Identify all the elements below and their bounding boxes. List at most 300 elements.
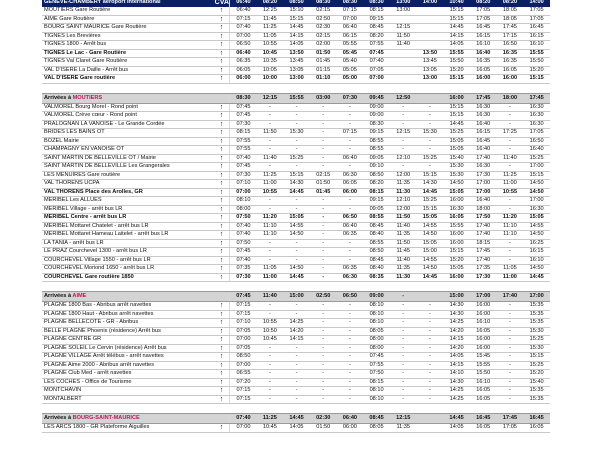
time-cell: - — [497, 197, 524, 206]
time-cell: 15:50 — [523, 58, 550, 67]
time-cell: 13:05 — [283, 66, 310, 75]
time-cell: - — [337, 256, 364, 265]
direction-arrow: ↑ — [214, 120, 230, 129]
direction-arrow: ↑ — [214, 75, 230, 84]
table-row — [42, 120, 550, 129]
table-row — [42, 319, 550, 328]
direction-arrow: ↑ — [214, 344, 230, 353]
time-cell: 12:10 — [390, 154, 417, 163]
time-cell: 11:20 — [257, 214, 284, 223]
time-cell: 08:10 — [230, 197, 257, 206]
time-cell: 17:05 — [523, 15, 550, 24]
time-cell: - — [283, 146, 310, 155]
time-cell — [417, 32, 444, 41]
stop-name: PLAGNE SOLEIL Le Cervin (résidence) Arrêt bus — [42, 344, 214, 353]
time-cell: 10:45 — [257, 49, 284, 58]
time-cell: 16:05 — [523, 424, 550, 433]
time-cell: 15:20 — [443, 66, 470, 75]
stop-name: TIGNES 1800 - Arrêt bus — [42, 41, 214, 50]
time-cell: - — [417, 163, 444, 172]
direction-arrow: ↑ — [214, 49, 230, 58]
table-row — [42, 58, 550, 67]
time-cell: 08:50 — [230, 353, 257, 362]
time-cell: 07:40 — [230, 256, 257, 265]
section-gap — [42, 404, 550, 414]
time-cell: 07:00 — [363, 75, 390, 84]
time-cell: - — [257, 387, 284, 396]
time-cell: 05:00 — [337, 75, 364, 84]
time-cell: - — [497, 319, 524, 328]
time-cell: - — [337, 120, 364, 129]
time-cell: 11:40 — [497, 154, 524, 163]
time-cell: 14:25 — [283, 319, 310, 328]
time-cell: 10:50 — [257, 327, 284, 336]
time-cell: 15:00 — [417, 248, 444, 257]
time-cell: 06:35 — [230, 58, 257, 67]
stop-name: MERIBEL Les ALLUES — [42, 197, 214, 206]
table-row — [42, 378, 550, 387]
time-cell: 16:40 — [470, 49, 497, 58]
time-cell: 15:20 — [523, 370, 550, 379]
time-cell: - — [337, 112, 364, 121]
time-cell: 07:00 — [230, 361, 257, 370]
time-cell: - — [497, 344, 524, 353]
time-cell: - — [310, 327, 337, 336]
time-cell: 11:35 — [390, 180, 417, 189]
time-cell: - — [283, 120, 310, 129]
time-cell: 11:25 — [497, 171, 524, 180]
time-cell: 17:45 — [470, 93, 497, 103]
time-cell: 08:15 — [363, 7, 390, 15]
time-cell: - — [390, 370, 417, 379]
time-cell — [417, 15, 444, 24]
time-cell: - — [417, 395, 444, 404]
time-cell: - — [337, 353, 364, 362]
time-cell: - — [257, 302, 284, 311]
table-row — [42, 205, 550, 214]
time-cell: - — [257, 103, 284, 112]
time-cell: 14:50 — [283, 231, 310, 240]
time-cell: 17:00 — [523, 197, 550, 206]
time-cell: 09:00 — [363, 292, 390, 302]
table-row — [42, 353, 550, 362]
time-cell: 17:00 — [470, 292, 497, 302]
time-cell: 10:45 — [257, 424, 284, 433]
time-cell: 10:35 — [257, 58, 284, 67]
time-cell: 15:30 — [283, 129, 310, 138]
table-row — [42, 387, 550, 396]
time-cell: 16:00 — [470, 310, 497, 319]
stop-name: MERIBEL Village - arrêt bus LR — [42, 205, 214, 214]
time-cell: 06:35 — [337, 231, 364, 240]
time-cell: 14:45 — [283, 414, 310, 424]
time-cell: 15:15 — [443, 75, 470, 84]
time-cell: 15:25 — [417, 197, 444, 206]
time-cell: - — [283, 163, 310, 172]
table-row — [42, 129, 550, 138]
time-cell: - — [337, 395, 364, 404]
stop-name: VAL THORENS UCPA — [42, 180, 214, 189]
stop-name: VAL D'ISERE Gare routière — [42, 75, 214, 84]
section-destination: MOUTIERS — [72, 94, 103, 101]
time-cell: 06:40 — [230, 7, 257, 15]
time-cell: 07:55 — [230, 146, 257, 155]
time-cell: - — [310, 146, 337, 155]
time-cell: 15:55 — [443, 222, 470, 231]
time-cell: 14:45 — [443, 120, 470, 129]
time-cell — [417, 424, 444, 433]
time-cell: - — [283, 103, 310, 112]
time-cell: 07:30 — [230, 273, 257, 282]
time-cell: - — [497, 310, 524, 319]
time-cell: 16:35 — [470, 58, 497, 67]
time-cell: 17:40 — [470, 256, 497, 265]
time-cell: 11:05 — [257, 32, 284, 41]
time-cell: 14:20 — [443, 344, 470, 353]
time-cell: 14:55 — [417, 222, 444, 231]
time-cell: 15:30 — [523, 327, 550, 336]
stop-name: BELLE PLAGNE Phoenix (résidence) Arrêt bus — [42, 327, 214, 336]
time-cell: 06:40 — [337, 154, 364, 163]
gap-cell — [42, 282, 550, 292]
time-cell: - — [257, 310, 284, 319]
time-cell: - — [497, 353, 524, 362]
direction-arrow: ↑ — [214, 248, 230, 257]
time-cell: 14:15 — [443, 32, 470, 41]
time-cell: 15:15 — [523, 171, 550, 180]
stop-name: COURCHEVEL Moriond 1650 - arrêt bus LR — [42, 265, 214, 274]
table-row — [42, 49, 550, 58]
time-cell: 06:40 — [230, 0, 257, 7]
direction-arrow: ↑ — [214, 378, 230, 387]
table-row — [42, 154, 550, 163]
time-cell: 17:40 — [497, 292, 524, 302]
time-cell: - — [497, 302, 524, 311]
time-cell: 07:05 — [230, 327, 257, 336]
time-cell: 14:05 — [283, 41, 310, 50]
time-cell: 12:50 — [390, 93, 417, 103]
stop-name: LE PRAZ Courchevel 1300 - arrêt bus LR — [42, 248, 214, 257]
section-prefix: Arrivées à — [44, 94, 72, 101]
direction-arrow: ↑ — [214, 370, 230, 379]
time-cell: - — [337, 387, 364, 396]
time-cell: - — [310, 239, 337, 248]
time-cell: 16:00 — [470, 75, 497, 84]
time-cell: 08:00 — [363, 336, 390, 345]
time-cell: - — [390, 327, 417, 336]
time-cell: 02:15 — [310, 7, 337, 15]
table-row — [42, 231, 550, 240]
stop-name: BRIDES LES BAINS OT — [42, 129, 214, 138]
time-cell: 11:10 — [497, 222, 524, 231]
time-cell: 11:10 — [497, 231, 524, 240]
stop-name: PLAGNE 1800 Haut - Abribus arrêt navettes — [42, 310, 214, 319]
direction-arrow: ↑ — [214, 58, 230, 67]
time-cell: 11:10 — [257, 222, 284, 231]
time-cell: 11:30 — [390, 273, 417, 282]
time-cell: 02:15 — [310, 171, 337, 180]
direction-arrow: ↑ — [214, 361, 230, 370]
time-cell: - — [283, 112, 310, 121]
table-row — [42, 336, 550, 345]
time-cell: 17:50 — [470, 214, 497, 223]
time-cell: 15:55 — [443, 49, 470, 58]
time-cell: 17:30 — [470, 171, 497, 180]
time-cell: 08:45 — [363, 256, 390, 265]
time-cell: 02:50 — [310, 292, 337, 302]
time-cell: 14:50 — [283, 265, 310, 274]
time-cell: - — [310, 302, 337, 311]
time-cell: 14:15 — [283, 32, 310, 41]
time-cell: 16:30 — [443, 205, 470, 214]
time-cell: - — [497, 387, 524, 396]
time-cell: 13:45 — [417, 58, 444, 67]
direction-arrow: ↑ — [214, 197, 230, 206]
time-cell: 17:05 — [470, 7, 497, 15]
table-row — [42, 103, 550, 112]
time-cell: - — [337, 302, 364, 311]
time-cell: 14:05 — [283, 424, 310, 433]
time-cell: 15:25 — [523, 336, 550, 345]
time-cell: 07:15 — [230, 15, 257, 24]
section-title — [42, 414, 214, 424]
time-cell: 14:45 — [283, 188, 310, 197]
time-cell: 16:05 — [470, 387, 497, 396]
time-cell: 08:20 — [257, 0, 284, 7]
time-cell: 16:00 — [443, 93, 470, 103]
time-cell: 11:30 — [390, 188, 417, 197]
time-cell: 07:50 — [230, 239, 257, 248]
time-cell: 08:20 — [470, 0, 497, 7]
time-cell: - — [497, 336, 524, 345]
time-cell: 14:55 — [283, 222, 310, 231]
stop-name: BOZEL Mairie — [42, 137, 214, 146]
time-cell: 09:00 — [363, 112, 390, 121]
time-cell: 07:30 — [230, 120, 257, 129]
time-cell: 07:50 — [230, 214, 257, 223]
time-cell: 07:15 — [230, 310, 257, 319]
time-cell: - — [257, 197, 284, 206]
time-cell: 16:05 — [470, 395, 497, 404]
time-cell: 07:40 — [230, 414, 257, 424]
time-cell: - — [283, 256, 310, 265]
time-cell: 07:15 — [230, 395, 257, 404]
time-cell: - — [497, 370, 524, 379]
stop-name: MOUTIERS Gare Routière — [42, 7, 214, 15]
table-row — [42, 361, 550, 370]
time-cell: - — [390, 120, 417, 129]
time-cell: - — [257, 120, 284, 129]
time-cell: - — [337, 103, 364, 112]
time-cell: 06:40 — [230, 49, 257, 58]
time-cell: - — [417, 327, 444, 336]
time-cell: 07:15 — [230, 302, 257, 311]
time-cell: 15:35 — [523, 319, 550, 328]
time-cell: 14:20 — [283, 327, 310, 336]
time-cell: - — [390, 378, 417, 387]
time-cell: - — [283, 378, 310, 387]
time-cell: 08:05 — [363, 424, 390, 433]
time-cell: 07:30 — [337, 93, 364, 103]
time-cell: 14:30 — [443, 378, 470, 387]
table-row — [42, 273, 550, 282]
stop-name: PRALOGNAN LA VANOISE - Le Grande Cordée — [42, 120, 214, 129]
time-cell: 18:05 — [497, 7, 524, 15]
time-cell: 17:30 — [470, 273, 497, 282]
time-cell: 07:55 — [230, 137, 257, 146]
time-cell: 14:50 — [523, 188, 550, 197]
time-cell: 15:05 — [523, 214, 550, 223]
time-cell: 07:50 — [363, 370, 390, 379]
time-cell: - — [497, 163, 524, 172]
time-cell: 18:00 — [497, 93, 524, 103]
time-cell: 11:35 — [390, 231, 417, 240]
stop-name: LES ARCS 1800 - GR Plateforme Aiguilles — [42, 424, 214, 433]
stop-name: COURCHEVEL Village 1550 - arrêt bus LR — [42, 256, 214, 265]
time-cell: - — [310, 370, 337, 379]
time-cell: 12:10 — [390, 197, 417, 206]
time-cell: 07:10 — [230, 319, 257, 328]
time-cell: 14:15 — [283, 336, 310, 345]
time-cell: - — [257, 112, 284, 121]
time-cell: - — [417, 146, 444, 155]
time-cell: 15:15 — [523, 353, 550, 362]
table-row — [42, 112, 550, 121]
marker-cell — [214, 292, 230, 302]
time-cell: 07:20 — [230, 378, 257, 387]
time-cell: 05:55 — [337, 41, 364, 50]
stop-name: PLAGNE Aime 2000 - Abribus arrêt navettes — [42, 361, 214, 370]
time-cell: - — [310, 395, 337, 404]
time-cell: 16:25 — [523, 239, 550, 248]
stop-name: MERIBEL Mottaret Chatelet - arrêt bus LR — [42, 222, 214, 231]
time-cell: - — [417, 310, 444, 319]
time-cell: 16:50 — [497, 41, 524, 50]
time-cell: - — [283, 137, 310, 146]
time-cell: 10:55 — [257, 188, 284, 197]
time-cell: 14:25 — [443, 387, 470, 396]
time-cell: 14:45 — [283, 273, 310, 282]
time-cell: 07:30 — [230, 171, 257, 180]
table-row — [42, 163, 550, 172]
time-cell: - — [310, 265, 337, 274]
stop-name: VALMOREL Crève cœur - Rond point — [42, 112, 214, 121]
time-cell: 08:10 — [363, 395, 390, 404]
time-cell: 16:15 — [470, 129, 497, 138]
time-cell: 16:30 — [523, 205, 550, 214]
time-cell: 15:55 — [523, 49, 550, 58]
time-cell: - — [283, 205, 310, 214]
table-row — [42, 188, 550, 197]
time-cell: 16:00 — [470, 336, 497, 345]
time-cell: 16:50 — [523, 137, 550, 146]
time-cell: 02:30 — [310, 414, 337, 424]
time-cell — [417, 7, 444, 15]
stop-name: CHAMPAGNY EN VANOISE OT — [42, 146, 214, 155]
time-cell: - — [390, 344, 417, 353]
time-cell: 07:00 — [337, 15, 364, 24]
time-cell: - — [417, 120, 444, 129]
time-cell: - — [310, 387, 337, 396]
time-cell: 13:50 — [417, 49, 444, 58]
time-cell: 16:10 — [470, 319, 497, 328]
timetable-body — [42, 0, 550, 432]
time-cell: 15:15 — [417, 171, 444, 180]
direction-arrow: ↑ — [214, 171, 230, 180]
table-row — [42, 222, 550, 231]
time-cell: 12:15 — [390, 24, 417, 33]
time-cell: 14:05 — [443, 424, 470, 433]
time-cell: - — [417, 370, 444, 379]
time-cell: 17:00 — [523, 163, 550, 172]
time-cell: 06:50 — [230, 41, 257, 50]
time-cell: 17:45 — [470, 248, 497, 257]
time-cell: 16:45 — [470, 414, 497, 424]
time-cell: - — [257, 344, 284, 353]
direction-arrow: ↑ — [214, 239, 230, 248]
time-cell: 09:15 — [363, 15, 390, 24]
time-cell: 14:25 — [443, 319, 470, 328]
time-cell: 08:15 — [230, 129, 257, 138]
time-cell — [390, 58, 417, 67]
time-cell: 15:25 — [443, 129, 470, 138]
stop-name: VALMOREL Bourg Morel - Rond point — [42, 103, 214, 112]
time-cell: 11:40 — [257, 154, 284, 163]
time-cell: - — [497, 137, 524, 146]
time-cell: 15:35 — [523, 387, 550, 396]
time-cell: 12:25 — [257, 7, 284, 15]
time-cell: 12:15 — [390, 129, 417, 138]
time-cell: 09:45 — [363, 93, 390, 103]
time-cell: - — [497, 327, 524, 336]
time-cell: 16:10 — [523, 41, 550, 50]
time-cell: 17:40 — [470, 231, 497, 240]
time-cell: - — [497, 248, 524, 257]
time-cell: 06:30 — [337, 273, 364, 282]
time-cell: 14:50 — [443, 180, 470, 189]
time-cell: 01:50 — [310, 180, 337, 189]
time-cell: 15:05 — [417, 214, 444, 223]
time-cell: 11:25 — [257, 24, 284, 33]
marker-label: CVA — [214, 0, 229, 6]
time-cell — [417, 414, 444, 424]
time-cell: - — [310, 319, 337, 328]
time-cell: 11:25 — [257, 171, 284, 180]
time-cell: - — [257, 353, 284, 362]
time-cell: 13:00 — [390, 7, 417, 15]
time-cell: - — [310, 154, 337, 163]
table-row — [42, 7, 550, 15]
table-row — [42, 248, 550, 257]
time-cell: - — [337, 146, 364, 155]
time-cell: - — [257, 205, 284, 214]
table-row — [42, 310, 550, 319]
time-cell: 15:50 — [443, 58, 470, 67]
time-cell: 16:00 — [443, 239, 470, 248]
time-cell: - — [310, 103, 337, 112]
time-cell: 11:00 — [257, 180, 284, 189]
direction-arrow: ↑ — [214, 395, 230, 404]
time-cell: - — [390, 395, 417, 404]
time-cell: - — [337, 310, 364, 319]
time-cell: 16:05 — [470, 66, 497, 75]
time-cell: 15:25 — [523, 361, 550, 370]
time-cell — [417, 292, 444, 302]
section-destination: AIME — [72, 293, 87, 299]
table-row — [42, 265, 550, 274]
time-cell: - — [310, 273, 337, 282]
time-cell: 06:55 — [230, 370, 257, 379]
